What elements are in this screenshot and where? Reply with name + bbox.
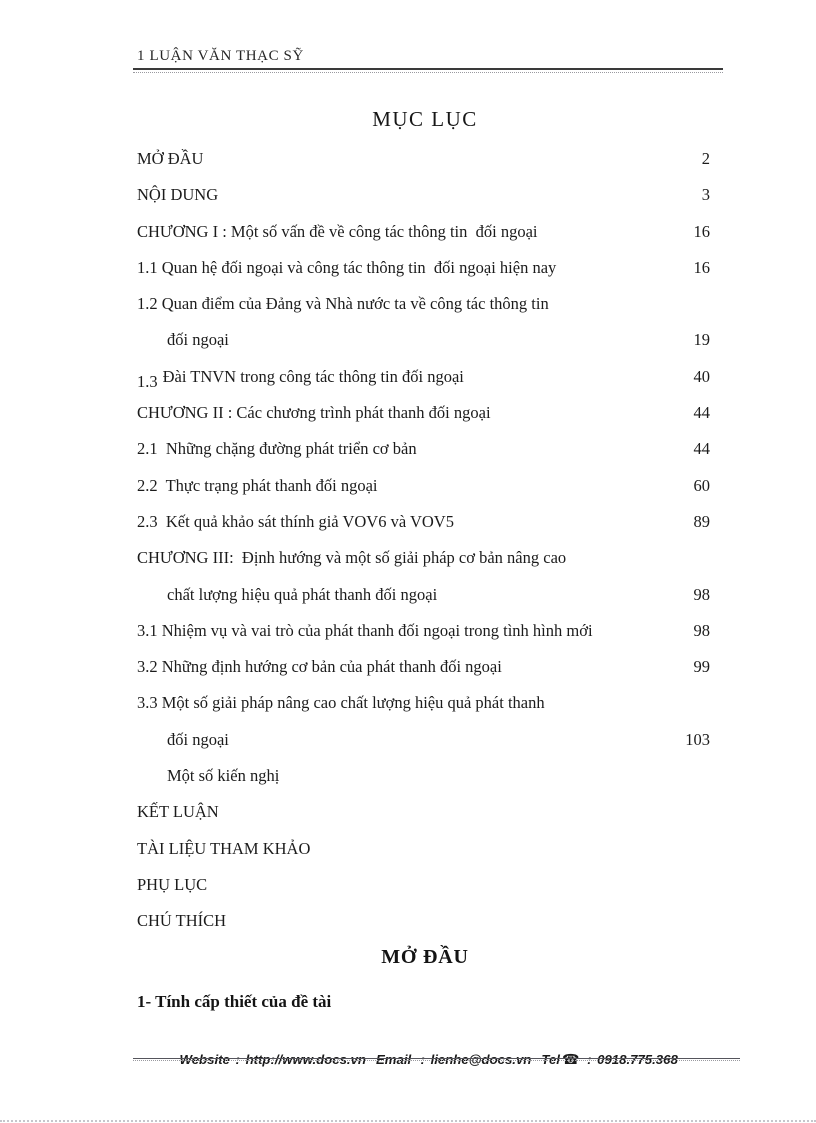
toc-page-number: 44 [693, 439, 710, 459]
toc-entry-label [137, 730, 664, 750]
section-heading: MỞ ĐẦU [381, 946, 469, 968]
footer-website-separator: : [231, 1052, 244, 1067]
footer-website-label: Website [179, 1052, 230, 1067]
toc-entry-text: CHƯƠNG I : Một số vấn đề về công tác thông tin đối ngoại [137, 221, 538, 241]
toc-entry-text: 1.1 Quan hệ đối ngoại và công tác thông tin đối ngoại hiện nay [137, 257, 557, 277]
toc-entry-text: Một số kiến nghị [167, 766, 280, 786]
toc-row [137, 621, 710, 657]
toc-entry-text: 2.3 Kết quả khảo sát thính giả VOV6 và VOV5 [137, 511, 454, 531]
toc-row [137, 367, 710, 403]
toc-page-number: 3 [701, 185, 710, 205]
footer-tel-number: 0918.775.368 [597, 1052, 678, 1067]
toc-entry-text: MỞ ĐẦU [137, 149, 204, 168]
toc-page-number: 19 [693, 330, 710, 350]
page-title: MỤC LỤC [372, 107, 478, 131]
toc-entry-label [137, 512, 664, 532]
toc-entry-text: 1.2 Quan điểm của Đảng và Nhà nước ta về công tác thông tin [137, 294, 549, 314]
footer-email-separator: : [413, 1052, 429, 1067]
toc-row [137, 875, 710, 911]
toc-row [137, 330, 710, 366]
toc-entry-text: CHÚ THÍCH [137, 911, 227, 931]
toc-entry-text: 2.2 Thực trạng phát thanh đối ngoại [137, 475, 378, 495]
toc-row [137, 802, 710, 838]
toc-row [137, 149, 710, 185]
toc-entry-text: đối ngoại [167, 330, 229, 350]
toc-entry-number: 1.3 [137, 371, 158, 387]
footer-email-address: lienhe@docs.vn [430, 1052, 532, 1067]
toc-entry-label [137, 548, 664, 568]
toc-page-number: 16 [693, 221, 710, 241]
toc-row [137, 585, 710, 621]
toc-row [137, 839, 710, 875]
toc-entry-label [137, 875, 664, 895]
toc-page-number: 98 [693, 584, 710, 604]
running-head: 1 LUẬN VĂN THẠC SỸ [137, 48, 304, 64]
toc-entry-text: CHƯƠNG III: Định hướng và một số giải pháp cơ bản nâng cao [137, 548, 567, 568]
toc-page-number: 60 [693, 475, 710, 495]
toc-row [137, 693, 710, 729]
toc-entry-text: 3.2 Những định hướng cơ bản của phát thanh đối ngoại [137, 657, 502, 677]
toc-row [137, 476, 710, 512]
toc-row [137, 258, 710, 294]
page-footer [137, 1036, 713, 1068]
toc-entry-text: chất lượng hiệu quả phát thanh đối ngoại [167, 584, 438, 604]
toc-entry-label [137, 185, 664, 205]
table-of-contents [137, 149, 710, 948]
toc-entry-text: 3.3 Một số giải pháp nâng cao chất lượng hiệu quả phát thanh [137, 693, 545, 713]
footer-website-url: http://www.docs.vn [245, 1052, 366, 1067]
toc-entry-label [137, 294, 664, 314]
toc-entry-label [137, 585, 664, 605]
toc-row [137, 294, 710, 330]
toc-entry-label [137, 766, 664, 786]
toc-page-number: 2 [701, 149, 710, 168]
toc-page-number: 44 [693, 403, 710, 423]
toc-entry-label [137, 330, 664, 350]
toc-entry-label [137, 911, 664, 931]
toc-entry-label [137, 439, 664, 459]
toc-row [137, 222, 710, 258]
toc-entry-label [137, 693, 664, 713]
toc-row [137, 185, 710, 221]
toc-entry-label [137, 657, 664, 677]
toc-entry-label [137, 476, 664, 496]
footer-tel-label: Tel [541, 1052, 560, 1067]
toc-entry-text: đối ngoại [167, 729, 229, 749]
subsection-heading: 1- Tính cấp thiết của đề tài [137, 992, 332, 1011]
toc-entry-label [137, 149, 664, 169]
toc-row [137, 403, 710, 439]
footer-tel-separator: : [583, 1052, 596, 1067]
footer-rule [133, 1058, 740, 1061]
toc-entry-text: 3.1 Nhiệm vụ và vai trò của phát thanh đối ngoại trong tình hình mới [137, 620, 593, 640]
toc-entry-text: NỘI DUNG [137, 185, 219, 205]
toc-entry-label [137, 403, 664, 423]
toc-page-number: 16 [693, 257, 710, 277]
toc-entry-text: PHỤ LỤC [137, 874, 208, 894]
header-rule [133, 68, 723, 73]
toc-entry-label [137, 621, 664, 641]
toc-page-number: 103 [685, 729, 710, 749]
toc-entry-label [137, 222, 664, 242]
toc-page-number: 40 [693, 366, 710, 386]
toc-row [137, 548, 710, 584]
toc-entry-text: CHƯƠNG II : Các chương trình phát thanh đối ngoại [137, 403, 491, 423]
toc-row [137, 439, 710, 475]
toc-page-number: 98 [693, 620, 710, 640]
toc-row [137, 657, 710, 693]
toc-entry-text: TÀI LIỆU THAM KHẢO [137, 838, 311, 858]
toc-entry-text: KẾT LUẬN [137, 802, 219, 822]
toc-entry-label [137, 839, 664, 859]
toc-row [137, 730, 710, 766]
telephone-icon: ☎ [561, 1051, 580, 1067]
toc-row [137, 911, 710, 947]
toc-row [137, 512, 710, 548]
page-bottom-edge [0, 1120, 816, 1122]
toc-entry-text: 2.1 Những chặng đường phát triển cơ bản [137, 439, 417, 459]
toc-page-number: 89 [693, 511, 710, 531]
toc-entry-text: Đài TNVN trong công tác thông tin đối ngoại [162, 366, 464, 386]
toc-entry-label [137, 802, 664, 822]
footer-email-label: Email [375, 1052, 412, 1067]
toc-entry-label [137, 258, 664, 278]
toc-page-number: 99 [693, 657, 710, 677]
toc-row [137, 766, 710, 802]
toc-entry-label [137, 367, 664, 387]
